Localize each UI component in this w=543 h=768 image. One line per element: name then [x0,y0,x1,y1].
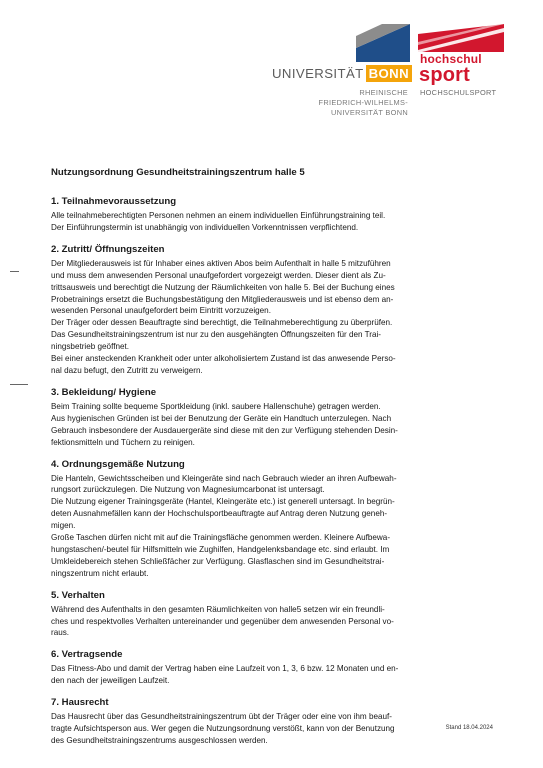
text-line: ningsbetrieb geöffnet. [51,342,130,352]
text-line: fektionsmitteln und Tüchern zu reinigen. [51,437,195,447]
text-line: Der Träger oder dessen Beauftragte sind berechtigt, die Teilnahmeberechtigung zu überprüfen. [51,318,393,328]
text-line: den nach der jeweiligen Laufzeit. [51,676,170,686]
university-bonn-badge: BONN [366,65,412,82]
document-title: Nutzungsordnung Gesundheitstrainingszentrum halle 5 [51,167,305,178]
text-line: Der Einführungstermin ist unabhängig von individuellen Vorkenntnissen verpflichtend. [51,222,359,232]
text-line: des Gesundheitstrainingszentrums ausgeschlossen werden. [51,736,268,745]
university-bonn-logo [272,24,412,130]
punch-mark [10,384,28,385]
text-line: ches und respektvolles Verhalten untereinander und gegenüber dem anwesenden Personal vo- [51,616,394,626]
text-line: Aus hygienischen Gründen ist bei der Benutzung der Geräte ein Handtuch unterzulegen. Nach [51,413,392,423]
section-heading: 2. Zutritt/ Öffnungszeiten [51,243,165,255]
text-line: Beim Training sollte bequeme Sportkleidung (inkl. saubere Hallenschuhe) getragen werden. [51,401,381,411]
hochschulsport-wordmark-bottom: sport [419,64,470,86]
hochschulsport-logo [418,24,518,104]
university-name: UNIVERSITÄT BONN [272,65,408,82]
section-verhalten [51,589,493,640]
university-subtitle: RHEINISCHE FRIEDRICH-WILHELMS- UNIVERSITÄT BONN [318,88,408,118]
text-line: raus. [51,628,70,638]
text-line: wesenden Personal unaufgefordert beim Eintritt vorzuzeigen. [51,306,271,316]
text-line: Gebrauch insbesondere der Ausdauergeräte sind diese mit den zur Verfügung stehenden Desin- [51,425,398,435]
section-ordnungsgemaesse-nutzung [51,458,493,580]
text-line: hungstaschen/-beutel für Hilfsmitteln wie Zughilfen, Handgelenksbandage etc. sind erlaubt. Im [51,544,390,554]
section-heading: 4. Ordnungsgemäße Nutzung [51,458,185,470]
text-line: Alle teilnahmeberechtigten Personen nehmen an einem individuellen Einführungstraining teil. [51,211,386,220]
hochschulsport-subtitle: HOCHSCHULSPORT [420,88,497,97]
text-line: Probetrainings ersetzt die Buchungsbestätigung den Mitgliederausweis und ist ebenso dem an- [51,294,394,304]
text-line: Die Hanteln, Gewichtsscheiben und Kleingeräte sind nach Gebrauch wieder an ihren Aufbewah- [51,473,397,483]
section-heading: 6. Vertragsende [51,649,123,661]
section-zutritt-oeffnungszeiten [51,243,493,377]
text-line: Der Mitgliederausweis ist für Inhaber eines aktiven Abos beim Aufenthalt in halle 5 mitzuführen [51,258,391,268]
text-line: Große Taschen dürfen nicht mit auf die Trainingsfläche genommen werden. Kleinere Aufbewa- [51,533,391,543]
section-vertragsende [51,648,493,687]
university-logo-mark-icon [356,24,410,62]
fold-mark [10,271,19,272]
section-hausrecht [51,696,493,747]
section-heading: 3. Bekleidung/ Hygiene [51,386,157,398]
document-date: Stand 18.04.2024 [445,725,493,731]
text-line: Umkleidebereich stehen Schließfächer zur Verfügung. Glasflaschen sind im Gesundheitstrai- [51,556,385,566]
text-line: Bei einer ansteckenden Krankheit oder unter alkoholisiertem Zustand ist das anwesende Perso- [51,354,396,364]
section-bekleidung-hygiene [51,386,493,449]
text-line: ningszentrum nicht erlaubt. [51,568,149,578]
text-line: nal dazu befugt, den Zutritt zu verweigern. [51,365,203,375]
document-body [51,166,493,756]
section-heading: 1. Teilnahmevoraussetzung [51,196,177,207]
text-line: deten Ausnahmefällen kann der Hochschulsportbeauftragte auf Antrag deren Nutzung geneh- [51,509,388,519]
section-heading: 5. Verhalten [51,589,105,601]
text-line: Das Hausrecht über das Gesundheitstrainingszentrum übt der Träger oder eine von ihm beauf- [51,712,392,722]
text-line: rungsort zurückzulegen. Die Nutzung von Magnesiumcarbonat ist untersagt. [51,485,325,495]
text-line: Die Nutzung eigener Trainingsgeräte (Hantel, Kleingeräte etc.) ist generell untersagt. In begrün- [51,497,395,507]
text-line: migen. [51,521,76,531]
section-teilnahmevoraussetzung [51,195,493,234]
text-line: Das Gesundheitstrainingszentrum ist nur zu den ausgehängten Öffnungszeiten für den Trai- [51,330,382,340]
text-line: und muss dem anwesenden Personal unaufgefordert vorgezeigt werden. Dieser dient als Zu- [51,270,386,280]
text-line: Während des Aufenthalts in den gesamten Räumlichkeiten von halle5 setzen wir ein freundli- [51,604,385,614]
hochschulsport-wordmark-top: hochschul [420,52,482,66]
hochschulsport-logo-mark-icon [418,24,504,54]
section-heading: 7. Hausrecht [51,697,109,709]
text-line: Das Fitness-Abo und damit der Vertrag haben eine Laufzeit von 1, 3, 6 bzw. 12 Monaten und en- [51,664,399,674]
text-line: tragte Aufsichtsperson aus. Wer gegen die Nutzungsordnung verstößt, kann von der Benutzung [51,724,395,734]
text-line: trittsausweis und berechtigt die Nutzung der Räumlichkeiten von halle 5. Bei der Buchung eines [51,282,395,292]
